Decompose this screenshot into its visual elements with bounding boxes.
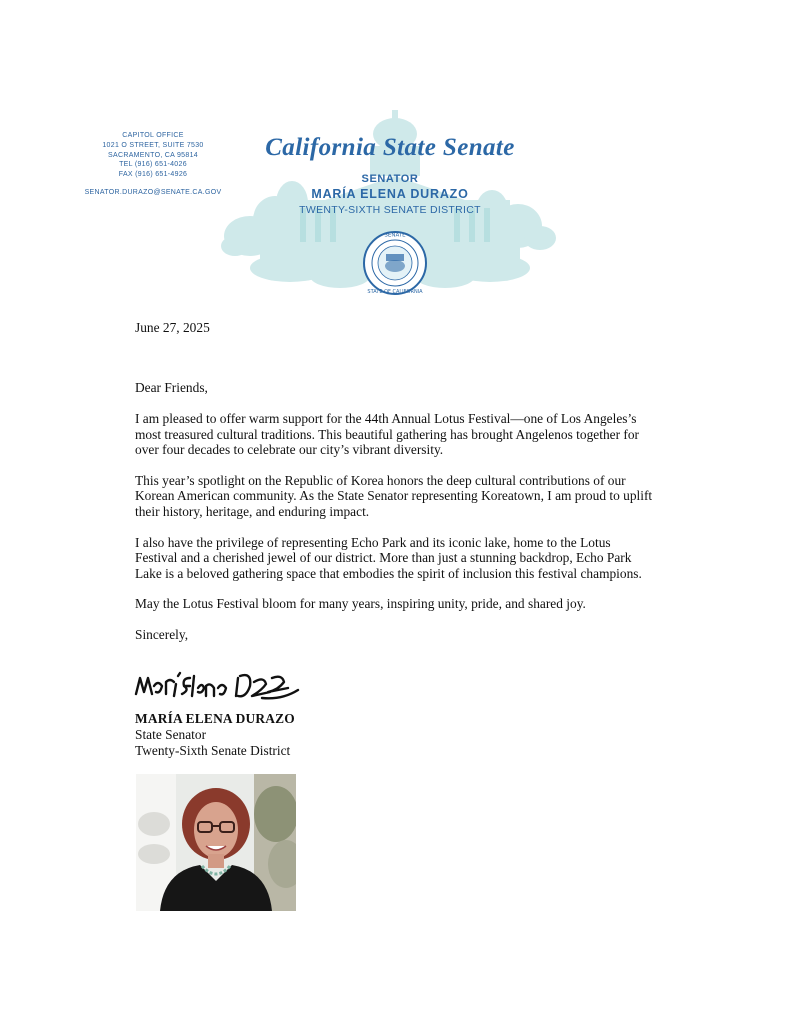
salutation: Dear Friends,: [135, 380, 208, 396]
signer-block: [135, 711, 295, 759]
senate-seal-icon: [364, 232, 426, 295]
capitol-office-address: [78, 131, 228, 198]
office-email: SENATOR.DURAZO@SENATE.CA.GOV: [84, 188, 222, 196]
paragraph-3: I also have the privilege of representing Echo Park and its iconic lake, home to the Lotus Festival and a cherished jewel of our district. More than just a stunning backdrop, Echo Park Lake is a beloved gathering space that embodies the spirit of inclusion this festival champions.: [135, 534, 642, 581]
senator-portrait-photo: [136, 774, 296, 911]
letter-date: June 27, 2025: [135, 320, 210, 335]
svg-text:STATE OF CALIFORNIA: STATE OF CALIFORNIA: [367, 289, 423, 295]
letterhead-senator-name: MARÍA ELENA DURAZO: [311, 187, 469, 201]
office-city: SACRAMENTO, CA 95814: [108, 151, 198, 159]
signer-title: State Senator: [135, 727, 207, 742]
office-heading: CAPITOL OFFICE: [122, 132, 184, 139]
letter-body: [135, 320, 655, 653]
office-street: 1021 O STREET, SUITE 7530: [102, 141, 204, 149]
letterhead-senator-label: SENATOR: [361, 173, 419, 185]
signer-name: MARÍA ELENA DURAZO: [135, 711, 295, 726]
signer-district: Twenty-Sixth Senate District: [135, 743, 291, 758]
office-tel: TEL (916) 651-4026: [119, 161, 187, 169]
letterhead-district: TWENTY-SIXTH SENATE DISTRICT: [299, 204, 481, 216]
letterhead: [220, 108, 560, 300]
handwritten-signature: [132, 664, 302, 708]
letterhead-title: California State Senate: [265, 134, 515, 161]
closing: Sincerely,: [135, 627, 189, 643]
office-fax: FAX (916) 651-4926: [118, 171, 188, 179]
paragraph-2: This year’s spotlight on the Republic of Korea honors the deep cultural contributions of our Korean American community. As the State Senator representing Koreatown, I am proud to uplift their history, heritage, and enduring impact.: [135, 473, 653, 519]
svg-text:SENATE: SENATE: [384, 232, 406, 239]
paragraph-1: I am pleased to offer warm support for the 44th Annual Lotus Festival—one of Los Angeles’s most treasured cultural traditions. This beautiful gathering has brought Angelenos together for over four decades to celebrate our city’s vibrant diversity.: [135, 411, 640, 458]
paragraph-4: May the Lotus Festival bloom for many years, inspiring unity, pride, and shared joy.: [135, 596, 586, 612]
